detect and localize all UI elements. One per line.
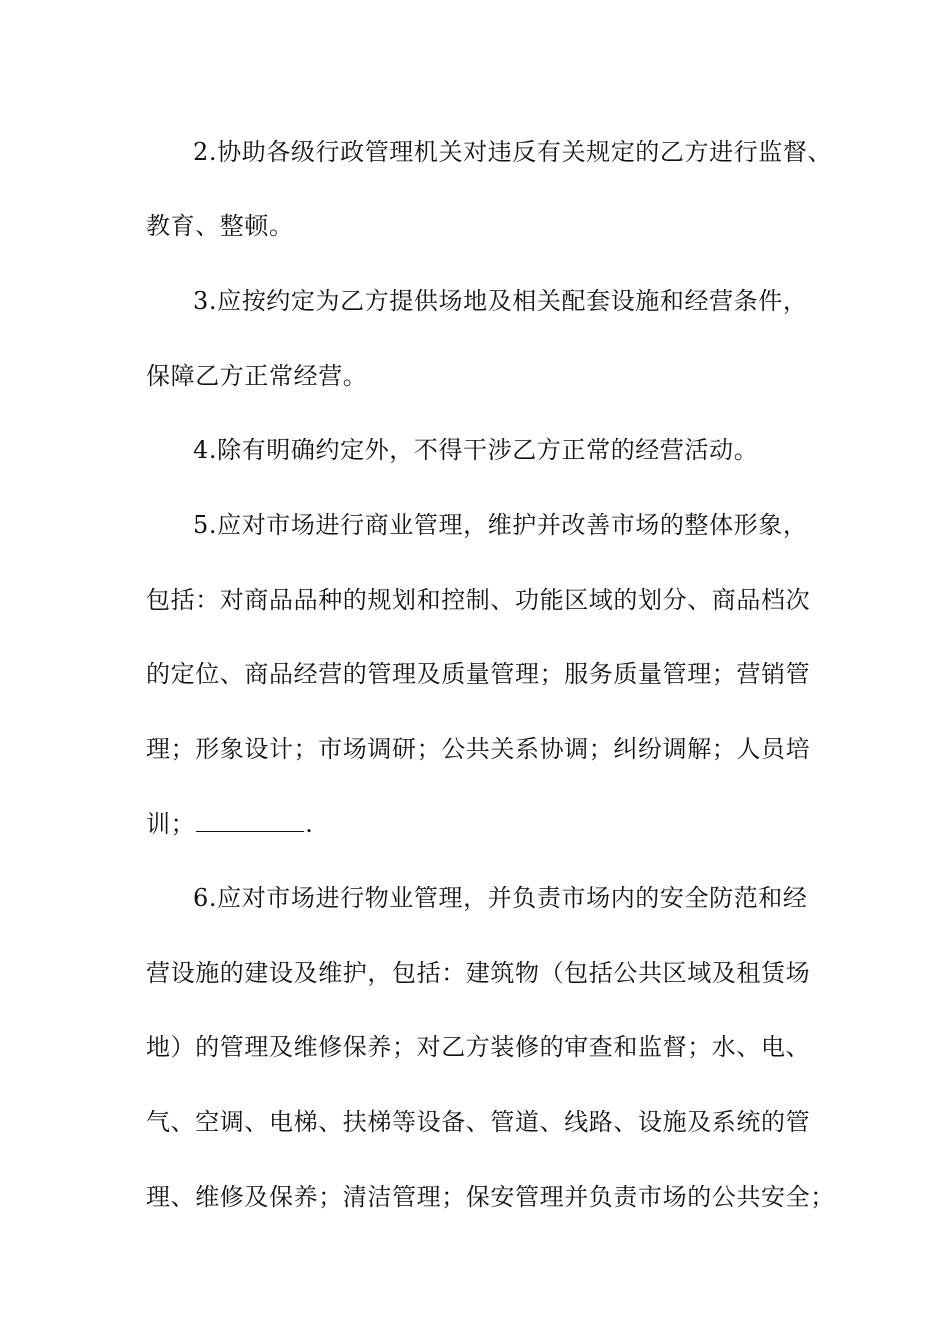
paragraph-2-line-2: 教育、整顿。 xyxy=(146,212,294,240)
paragraph-2-line-1: 2.协助各级行政管理机关对违反有关规定的乙方进行监督、 xyxy=(193,138,833,166)
paragraph-3-line-1: 3.应按约定为乙方提供场地及相关配套设施和经营条件， xyxy=(193,287,808,315)
paragraph-5-line-1: 5.应对市场进行商业管理，维护并改善市场的整体形象， xyxy=(193,511,808,539)
fill-in-blank xyxy=(196,809,304,832)
paragraph-5-line-3: 的定位、商品经营的管理及质量管理；服务质量管理；营销管 xyxy=(146,660,811,688)
paragraph-6-line-1: 6.应对市场进行物业管理，并负责市场内的安全防范和经 xyxy=(193,884,808,912)
paragraph-6-line-4: 气、空调、电梯、扶梯等设备、管道、线路、设施及系统的管 xyxy=(146,1108,811,1136)
paragraph-5-line-5 xyxy=(146,806,836,842)
paragraph-6-line-3: 地）的管理及维修保养；对乙方装修的审查和监督；水、电、 xyxy=(146,1033,811,1061)
paragraph-5-line-5-start: 训； xyxy=(146,810,196,838)
paragraph-5-line-2: 包括：对商品品种的规划和控制、功能区域的划分、商品档次 xyxy=(146,586,811,614)
paragraph-6-line-2: 营设施的建设及维护，包括：建筑物（包括公共区域及租赁场 xyxy=(146,959,811,987)
paragraph-5-line-4: 理；形象设计；市场调研；公共关系协调；纠纷调解；人员培 xyxy=(146,735,811,763)
paragraph-3-line-2: 保障乙方正常经营。 xyxy=(146,362,368,390)
paragraph-5-line-5-end: . xyxy=(305,810,314,838)
paragraph-6-line-5: 理、维修及保养；清洁管理；保安管理并负责市场的公共安全； xyxy=(146,1183,835,1211)
paragraph-4-line-1: 4.除有明确约定外，不得干涉乙方正常的经营活动。 xyxy=(193,436,759,464)
